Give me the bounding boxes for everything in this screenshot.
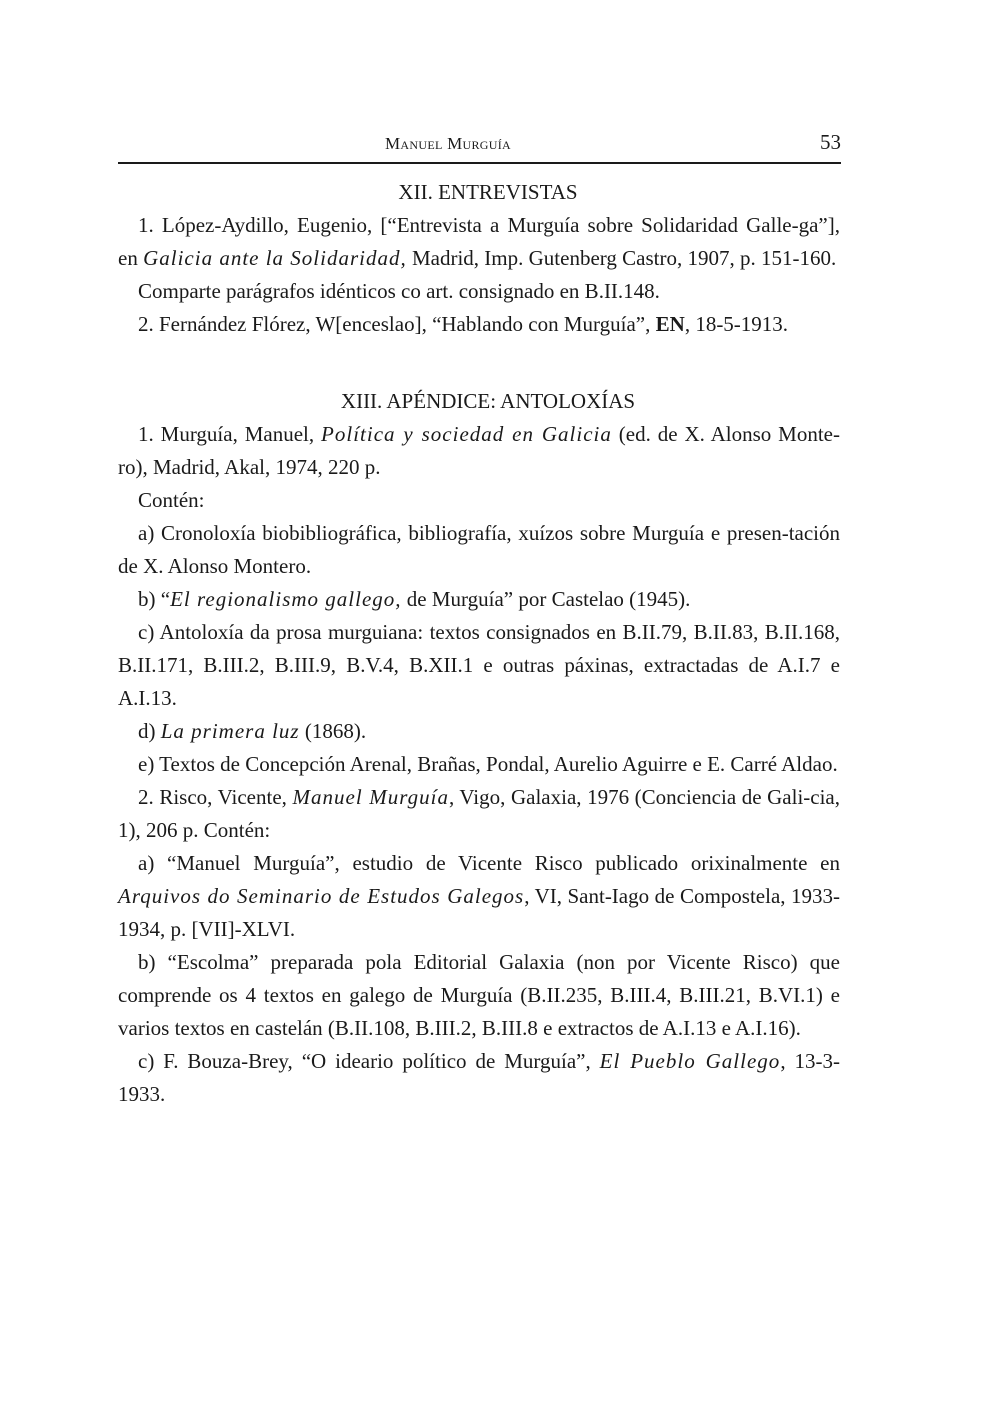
bibliography-subentry: b) “Escolma” preparada pola Editorial Galaxia (non por Vicente Risco) que comprende os 4 textos en galego de Murguía (B.II.235, B.III.4, B.III.21, B.VI.1) e varios textos en castelán (B.II.108, B.III.2, B.III.8 e extractos de A.I.13 e A.I.16). xyxy=(118,950,840,1040)
running-title: Manuel Murguía xyxy=(385,134,512,153)
section-title-entrevistas: XII. ENTREVISTAS xyxy=(398,180,578,204)
bibliography-subentry: c) Antoloxía da prosa murguiana: textos consignados en B.II.79, B.II.83, B.II.168, B.II.171, B.III.2, B.III.9, B.V.4, B.XII.1 e outras páxinas, extractadas de A.I.7 e A.I.13. xyxy=(118,620,840,710)
bibliography-subentry: a) Cronoloxía biobibliográfica, bibliografía, xuízos sobre Murguía e presen-tación de X. Alonso Montero. xyxy=(118,521,840,578)
bibliography-subentry: c) F. Bouza-Brey, “O ideario político de Murguía”, El Pueblo Gallego, 13-3-1933. xyxy=(118,1049,840,1106)
bibliography-subentry: b) “El regionalismo gallego, de Murguía” por Castelao (1945). xyxy=(138,587,691,611)
page-header xyxy=(118,128,841,164)
bibliography-subentry: e) Textos de Concepción Arenal, Brañas, Pondal, Aurelio Aguirre e E. Carré Aldao. xyxy=(138,752,838,776)
bibliography-entry: 1. López-Aydillo, Eugenio, [“Entrevista a Murguía sobre Solidaridad Galle-ga”], en Galicia ante la Solidaridad, Madrid, Imp. Gutenberg Castro, 1907, p. 151-160. xyxy=(118,213,840,270)
page-body xyxy=(118,176,840,1111)
bibliography-note: Contén: xyxy=(138,488,205,512)
bibliography-note: Comparte parágrafos idénticos co art. consignado en B.II.148. xyxy=(138,279,660,303)
page-number: 53 xyxy=(820,130,841,154)
bibliography-entry: 2. Risco, Vicente, Manuel Murguía, Vigo, Galaxia, 1976 (Conciencia de Gali-cia, 1), 206 p. Contén: xyxy=(118,785,840,842)
bibliography-subentry: d) La primera luz (1868). xyxy=(138,719,367,743)
section-title-antoloxias: XIII. APÉNDICE: ANTOLOXÍAS xyxy=(340,389,636,413)
bibliography-subentry: a) “Manuel Murguía”, estudio de Vicente Risco publicado orixinalmente en Arquivos do Seminario de Estudos Galegos, VI, Sant-Iago de Compostela, 1933-1934, p. [VII]-XLVI. xyxy=(118,851,841,941)
bibliography-entry: 1. Murguía, Manuel, Política y sociedad en Galicia (ed. de X. Alonso Monte-ro), Madrid, Akal, 1974, 220 p. xyxy=(118,422,840,479)
bibliography-entry: 2. Fernández Flórez, W[enceslao], “Hablando con Murguía”, EN, 18-5-1913. xyxy=(138,312,789,336)
